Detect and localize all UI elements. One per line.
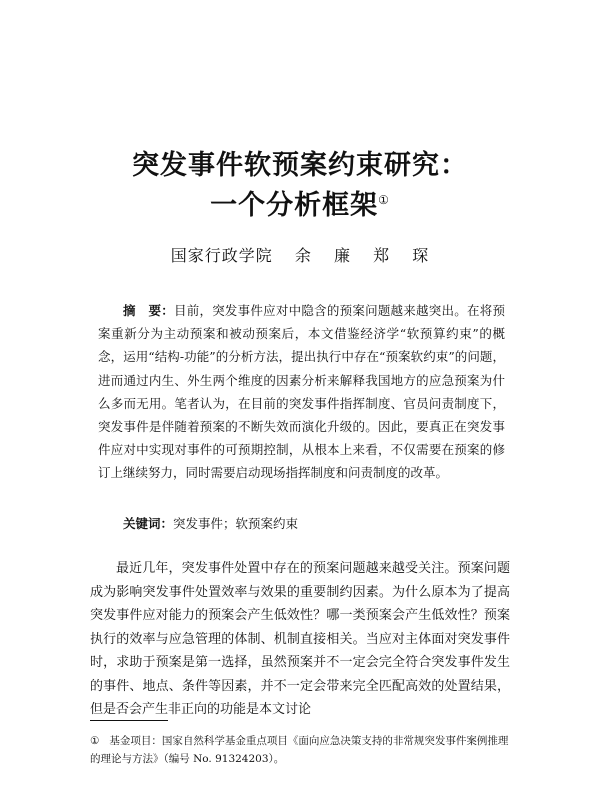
footnote-mark: ① bbox=[90, 735, 100, 747]
footnote bbox=[90, 732, 510, 768]
title-footnote-mark: ① bbox=[378, 193, 390, 207]
title-line-2: 一个分析框架 bbox=[210, 190, 379, 221]
abstract bbox=[98, 299, 505, 485]
author-affiliation: 国家行政学院 bbox=[170, 246, 273, 265]
body-paragraph: 最近几年，突发事件处置中存在的预案问题越来越受关注。预案问题成为影响突发事件处置效率与效果的重要制约因素。为什么原本为了提高突发事件应对能力的预案会产生低效性？哪一类预案会产生低效性？预案执行的效率与应急管理的体制、机制直接相关。当应对主体面对突发事件时，求助于预案是第一选择，虽然预案并不一定会完全符合突发事件发生的事件、地点、条件等因素，并不一定会带来完全匹配高效的处置结果，但是否会产生非正向的功能是本文讨论 bbox=[90, 561, 510, 717]
author-name-char-4: 琛 bbox=[412, 246, 430, 265]
abstract-text: 目前，突发事件应对中隐含的预案问题越来越突出。在将预案重新分为主动预案和被动预案后，本文借鉴经济学“软预算约束”的概念，运用“结构-功能”的分析方法，提出执行中存在“预案软约束”的问题，进而通过内生、外生两个维度的因素分析来解释我国地方的应急预案为什么多而无用。笔者认为，在目前的突发事件指挥制度、官员问责制度下，突发事件是伴随着预案的不断失效而演化升级的。因此，要真正在突发事件应对中实现对事件的可预期控制，从根本上来看，不仅需要在预案的修订上继续努力，同时需要启动现场指挥制度和问责制度的改革。 bbox=[98, 303, 505, 481]
author-name-char-2: 廉 bbox=[333, 246, 351, 265]
abstract-label: 摘 要： bbox=[123, 303, 174, 318]
title-line-1: 突发事件软预案约束研究： bbox=[132, 150, 468, 181]
author-line bbox=[0, 243, 600, 266]
footnote-divider bbox=[90, 720, 168, 721]
footnote-text: 基金项目：国家自然科学基金重点项目《面向应急决策支持的非常规突发事件案例推理的理论与方法》（编号 No. 91324203）。 bbox=[90, 735, 509, 765]
keywords-label: 关键词： bbox=[123, 516, 174, 531]
author-name-char-1: 余 bbox=[294, 246, 312, 265]
keywords-text: 突发事件；软预案约束 bbox=[173, 516, 299, 531]
title-line-2-wrap bbox=[0, 183, 600, 222]
keywords bbox=[123, 514, 503, 534]
author-name-char-3: 郑 bbox=[373, 246, 391, 265]
